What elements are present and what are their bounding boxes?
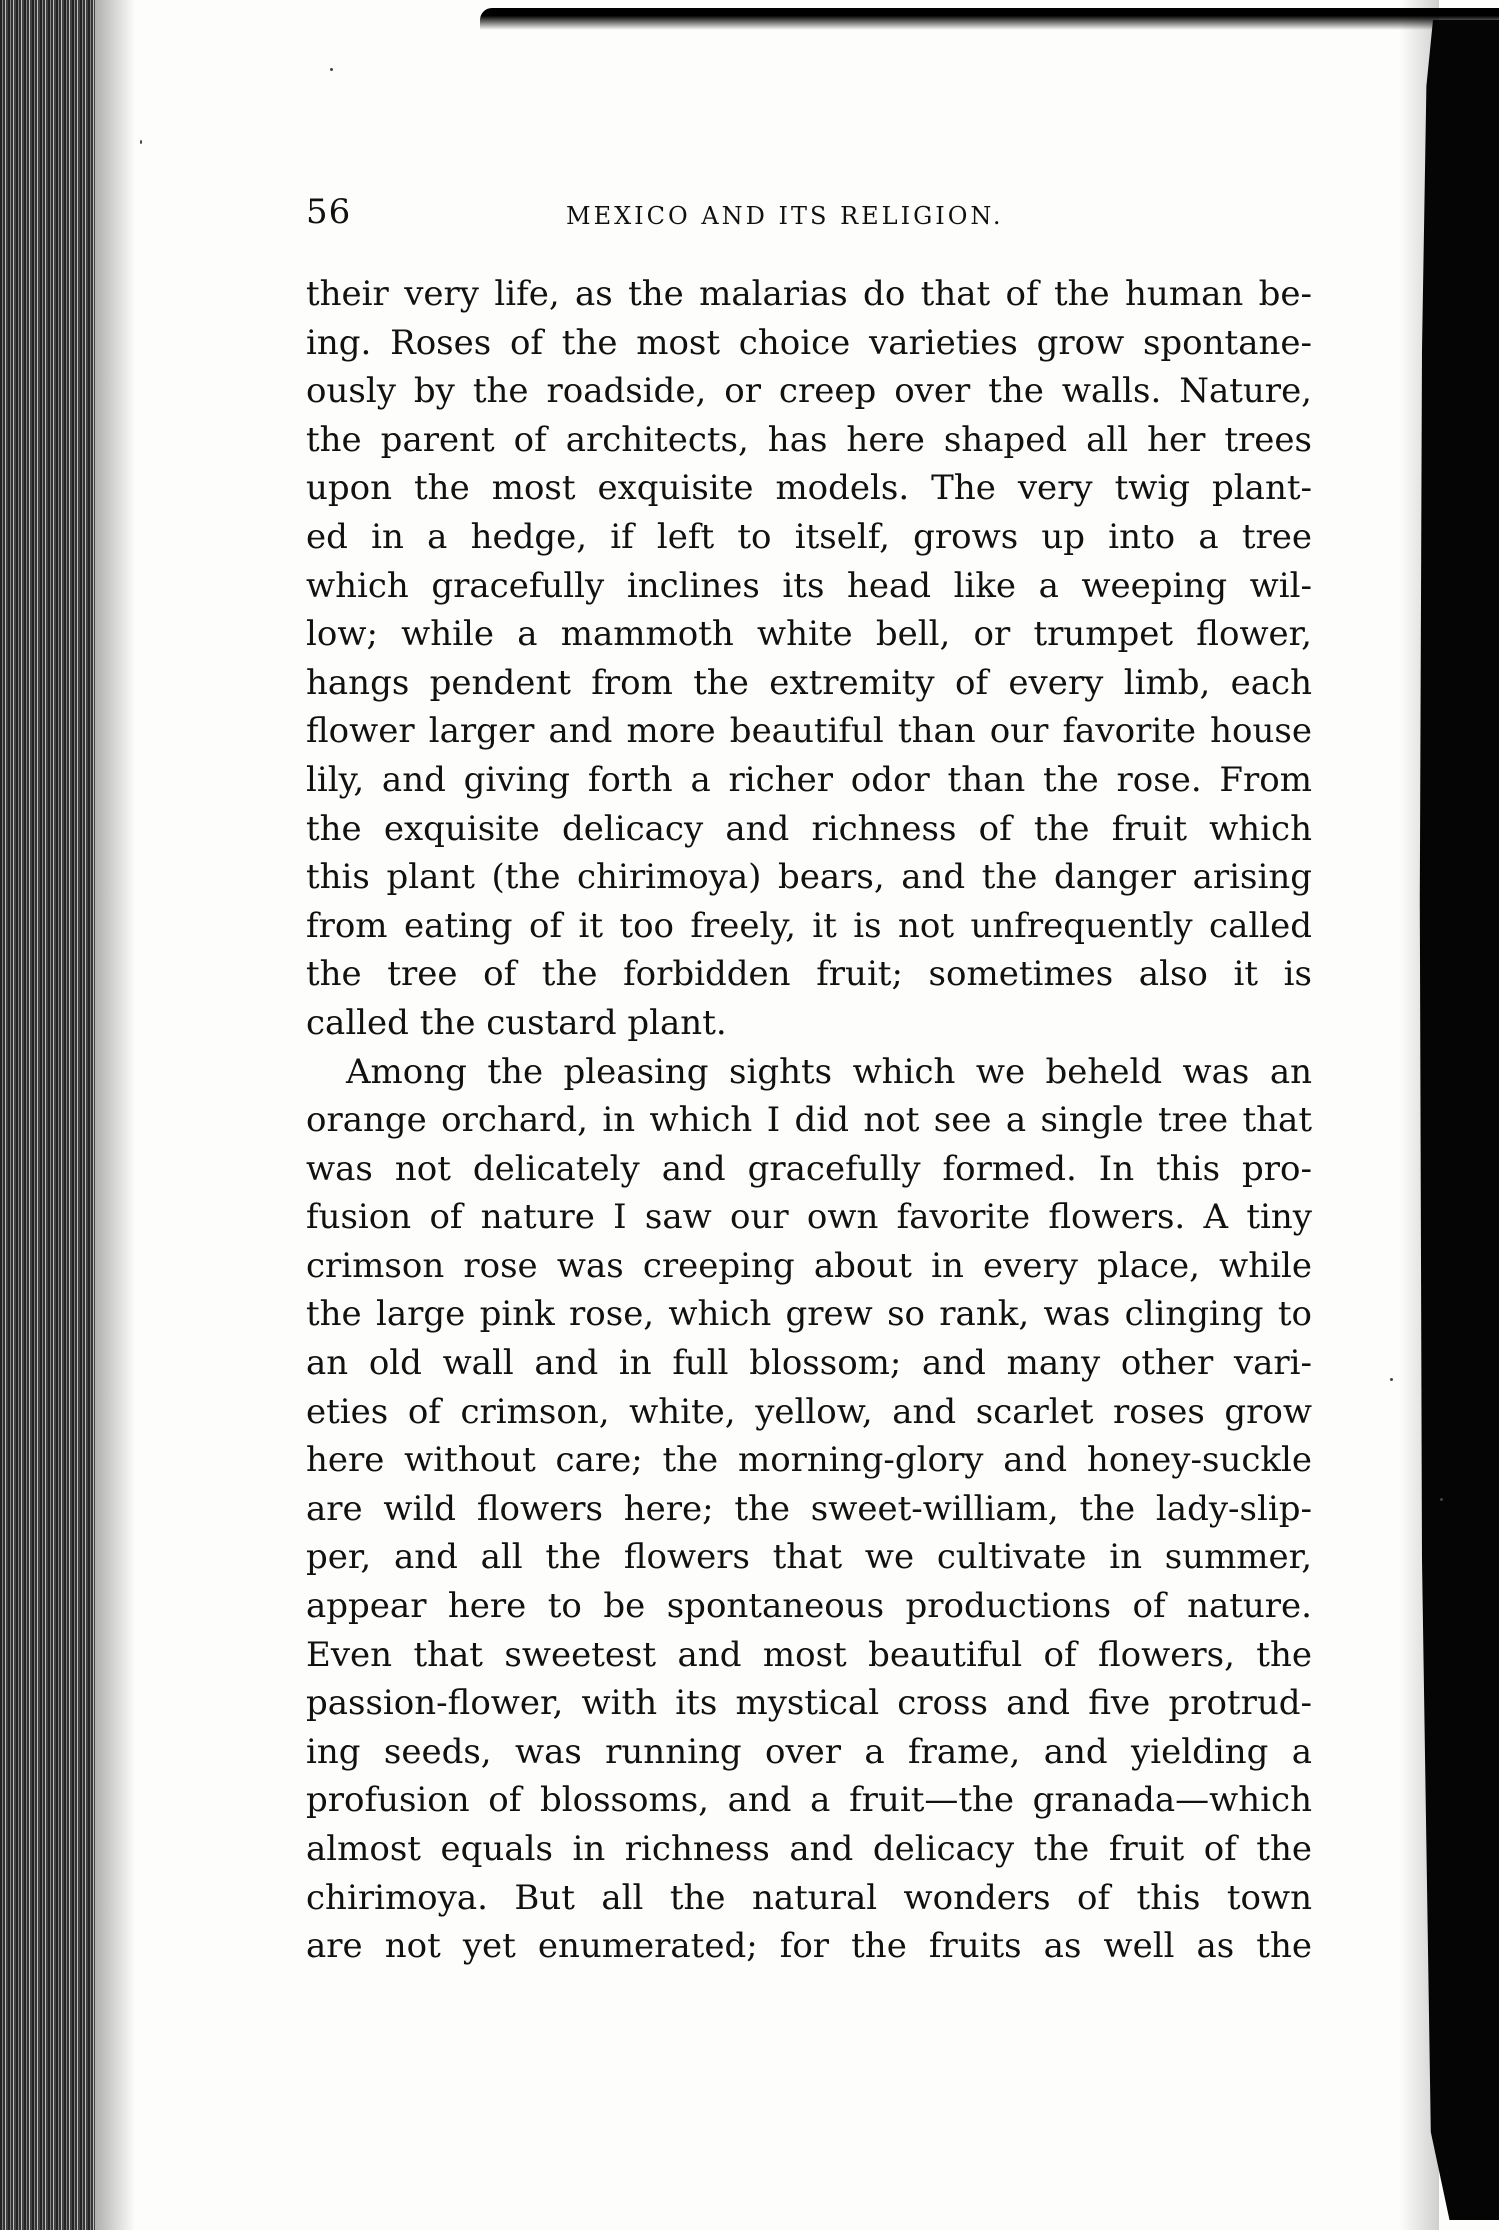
paragraph-2	[306, 1048, 1312, 1971]
text-line: orange orchard, in which I did not see a single tree that	[306, 1100, 1312, 1141]
dust-speck	[330, 68, 333, 71]
text-line: from eating of it too freely, it is not unfrequently called	[306, 905, 1312, 946]
text-line: flower larger and more beautiful than our favorite house	[306, 711, 1312, 752]
text-line: ing. Roses of the most choice varieties grow spontane-	[306, 322, 1312, 363]
text-line: the tree of the forbidden fruit; sometimes also it is	[306, 954, 1312, 995]
text-line: low; while a mammoth white bell, or trumpet flower,	[306, 614, 1312, 655]
page-header	[306, 192, 1316, 242]
text-line: crimson rose was creeping about in every place, while	[306, 1245, 1312, 1286]
text-line: fusion of nature I saw our own favorite flowers. A tiny	[306, 1197, 1312, 1238]
text-line: was not delicately and gracefully formed. In this pro-	[306, 1148, 1312, 1189]
running-head: MEXICO AND ITS RELIGION.	[566, 202, 1004, 230]
text-line: ing seeds, was running over a frame, and yielding a	[306, 1731, 1312, 1772]
text-line: the parent of architects, has here shaped all her trees	[306, 419, 1312, 460]
text-line: ously by the roadside, or creep over the walls. Nature,	[306, 371, 1312, 412]
text-line: passion-flower, with its mystical cross and five protrud-	[306, 1683, 1312, 1724]
text-line: upon the most exquisite models. The very twig plant-	[306, 468, 1312, 509]
text-line: appear here to be spontaneous productions of nature.	[306, 1586, 1312, 1627]
text-line: which gracefully inclines its head like a weeping wil-	[306, 565, 1312, 606]
page-number: 56	[306, 192, 352, 232]
book-binding-edge	[0, 0, 95, 2230]
text-line: Among the pleasing sights which we beheld was an	[346, 1051, 1312, 1092]
text-line: profusion of blossoms, and a fruit—the granada—which	[306, 1780, 1312, 1821]
text-line: lily, and giving forth a richer odor than the rose. From	[306, 759, 1312, 800]
body-text	[306, 270, 1312, 1971]
text-line: the exquisite delicacy and richness of the fruit which	[306, 808, 1312, 849]
text-line: here without care; the morning-glory and honey-suckle	[306, 1440, 1312, 1481]
text-line: called the custard plant.	[306, 1002, 727, 1043]
binding-shadow	[95, 0, 135, 2230]
text-line: per, and all the flowers that we cultivate in summer,	[306, 1537, 1312, 1578]
text-line: almost equals in richness and delicacy the fruit of the	[306, 1829, 1312, 1869]
dust-speck	[1390, 1378, 1393, 1381]
text-line: chirimoya. But all the natural wonders of this town	[306, 1877, 1312, 1918]
text-line: this plant (the chirimoya) bears, and the danger arising	[306, 857, 1312, 898]
paragraph-1	[306, 270, 1312, 1048]
text-line: Even that sweetest and most beautiful of flowers, the	[306, 1634, 1312, 1675]
text-line: are not yet enumerated; for the fruits as well as the	[306, 1926, 1312, 1967]
dust-speck	[1440, 1498, 1443, 1501]
dust-speck	[140, 140, 142, 144]
text-line: an old wall and in full blossom; and many other vari-	[306, 1343, 1312, 1384]
text-line: the large pink rose, which grew so rank, was clinging to	[306, 1294, 1312, 1335]
text-line: hangs pendent from the extremity of every limb, each	[306, 662, 1312, 703]
text-line: ed in a hedge, if left to itself, grows up into a tree	[306, 516, 1312, 557]
text-line: are wild flowers here; the sweet-william, the lady-slip-	[306, 1488, 1312, 1529]
text-line: eties of crimson, white, yellow, and scarlet roses grow	[306, 1391, 1312, 1432]
text-line: their very life, as the malarias do that of the human be-	[306, 274, 1312, 314]
page-top-edge-shadow	[480, 8, 1499, 30]
